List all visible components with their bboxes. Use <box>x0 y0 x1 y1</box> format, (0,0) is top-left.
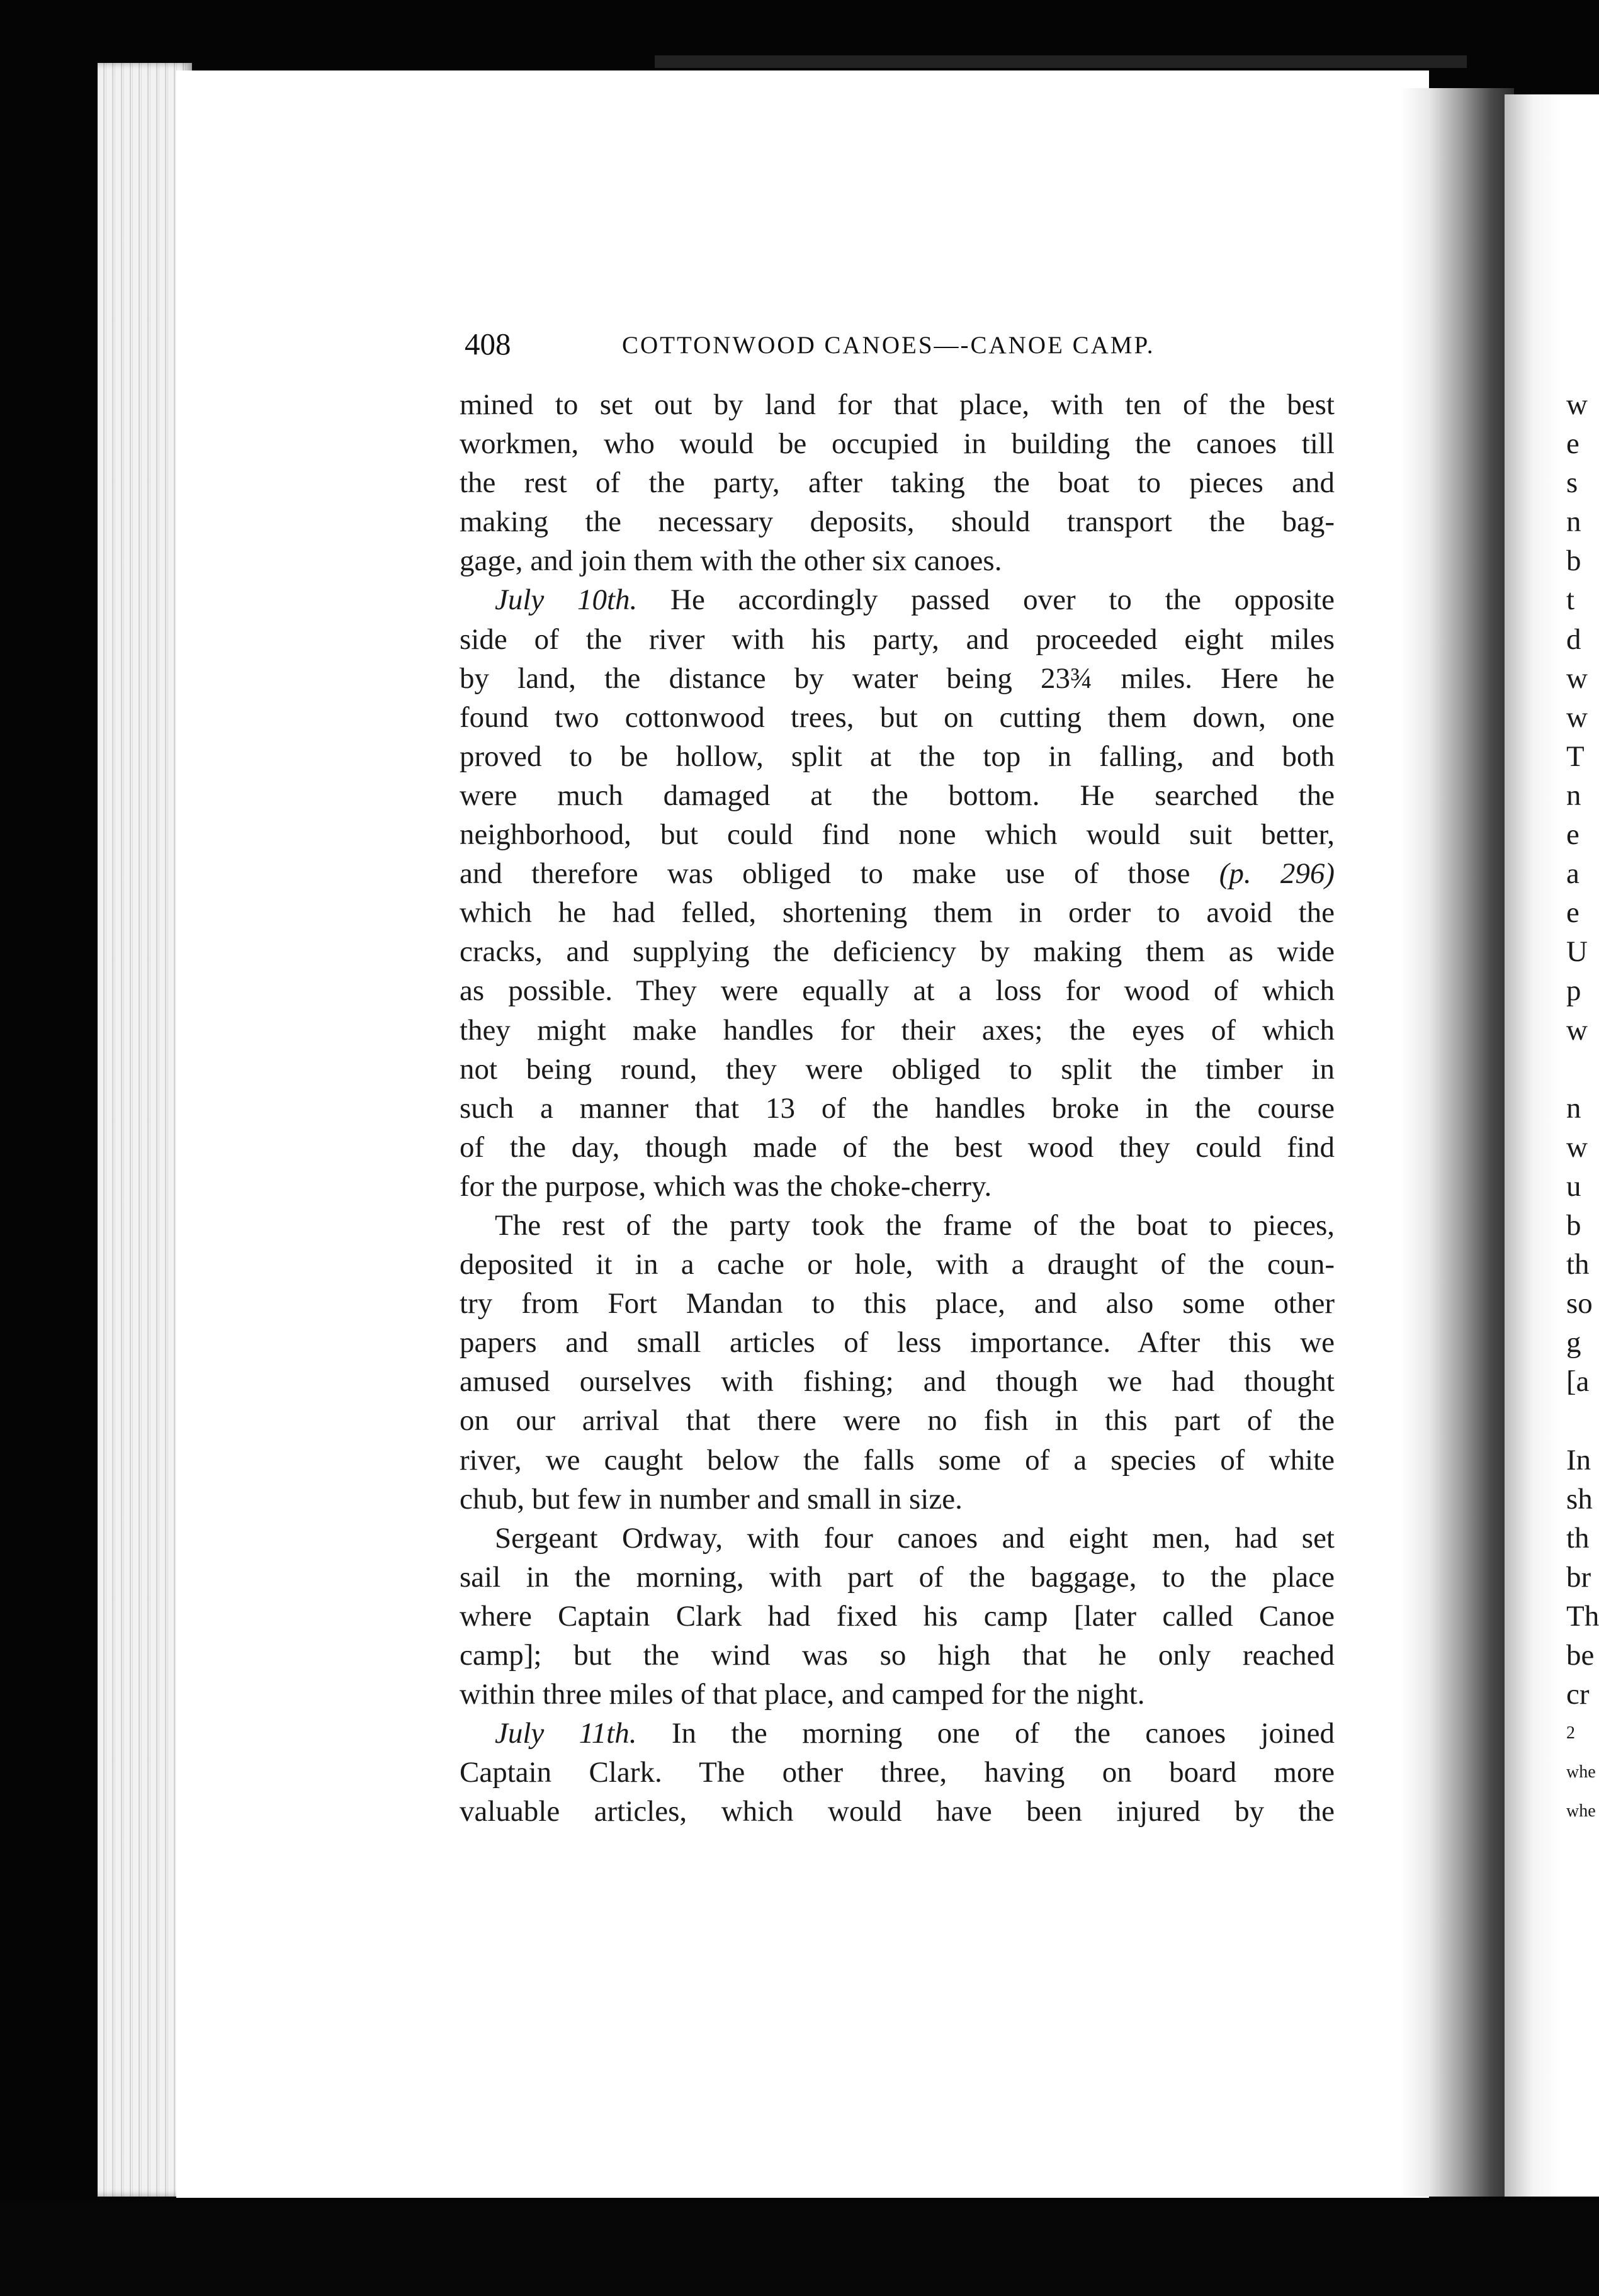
facing-fragment: whe <box>1566 1762 1596 1782</box>
facing-fragment: b <box>1566 1208 1581 1242</box>
text-line: cracks, and supplying the deficiency by making them as wide <box>460 935 1335 969</box>
text-line: for the purpose, which was the choke-cherry. <box>460 1169 992 1203</box>
text-line: the rest of the party, after taking the boat to pieces and <box>460 466 1335 500</box>
text-line: Captain Clark. The other three, having on board more <box>460 1756 1335 1789</box>
facing-fragment: U <box>1566 935 1588 969</box>
facing-fragment: g <box>1566 1326 1581 1359</box>
text-line: amused ourselves with fishing; and though we had thought <box>460 1365 1335 1398</box>
text-line: deposited it in a cache or hole, with a draught of the coun- <box>460 1248 1335 1281</box>
page-number: 408 <box>465 327 511 361</box>
facing-fragment: so <box>1566 1287 1593 1320</box>
facing-fragment: b <box>1566 544 1581 578</box>
facing-fragment: w <box>1566 1130 1588 1164</box>
text-run: He accordingly passed over to the opposite <box>670 583 1335 617</box>
book-gutter <box>1401 88 1514 2197</box>
text-line: within three miles of that place, and camped for the night. <box>460 1678 1145 1711</box>
text-line: Sergeant Ordway, with four canoes and eight men, had set <box>495 1521 1335 1555</box>
text-line: by land, the distance by water being 23¾ miles. Here he <box>460 661 1335 695</box>
text-line: try from Fort Mandan to this place, and also some other <box>460 1287 1335 1320</box>
facing-fragment: w <box>1566 701 1588 734</box>
facing-fragment: e <box>1566 427 1579 461</box>
facing-fragment: u <box>1566 1169 1581 1203</box>
facing-fragment: t <box>1566 583 1575 617</box>
text-line: river, we caught below the falls some of a species of white <box>460 1443 1335 1477</box>
facing-fragment: n <box>1566 505 1581 539</box>
text-line: valuable articles, which would have been injured by the <box>460 1795 1335 1828</box>
facing-fragment: th <box>1566 1248 1590 1281</box>
text-line: they might make handles for their axes; the eyes of which <box>460 1013 1335 1047</box>
facing-fragment: In <box>1566 1443 1591 1477</box>
facing-fragment: d <box>1566 622 1581 656</box>
text-line: gage, and join them with the other six canoes. <box>460 544 1002 578</box>
date-july-11: July 11th. <box>495 1717 637 1750</box>
text-line: neighborhood, but could find none which would suit better, <box>460 818 1335 852</box>
facing-fragment: T <box>1566 740 1585 773</box>
facing-fragment <box>1566 1401 1599 1440</box>
facing-fragment: s <box>1566 466 1578 500</box>
text-line: not being round, they were obliged to split the timber in <box>460 1052 1335 1086</box>
text-run: In the morning one of the canoes joined <box>671 1717 1335 1750</box>
facing-fragment: th <box>1566 1521 1590 1555</box>
top-shadow <box>655 55 1467 68</box>
facing-fragment: cr <box>1566 1678 1590 1711</box>
text-line: were much damaged at the bottom. He searched the <box>460 779 1335 812</box>
facing-fragment: n <box>1566 1091 1581 1125</box>
text-line: proved to be hollow, split at the top in falling, and both <box>460 740 1335 773</box>
page-reference: (p. 296) <box>1219 857 1335 891</box>
running-head: COTTONWOOD CANOES—-CANOE CAMP. <box>622 332 1155 359</box>
facing-fragment: p <box>1566 974 1581 1008</box>
text-line: making the necessary deposits, should transport the bag- <box>460 505 1335 539</box>
facing-fragment: br <box>1566 1560 1591 1594</box>
bottom-shadow <box>0 2203 1599 2296</box>
text-line: camp]; but the wind was so high that he only reached <box>460 1639 1335 1672</box>
facing-fragment: whe <box>1566 1801 1596 1821</box>
text-line: such a manner that 13 of the handles broke in the course <box>460 1091 1335 1125</box>
text-line: workmen, who would be occupied in building the canoes till <box>460 427 1335 461</box>
facing-fragment: e <box>1566 896 1579 930</box>
text-line: sail in the morning, with part of the baggage, to the place <box>460 1560 1335 1594</box>
text-line: as possible. They were equally at a loss for wood of which <box>460 974 1335 1008</box>
facing-fragment <box>1566 1050 1599 1089</box>
facing-fragment: w <box>1566 388 1588 421</box>
text-line: of the day, though made of the best wood they could find <box>460 1130 1335 1164</box>
text-line: mined to set out by land for that place, with ten of the best <box>460 388 1335 421</box>
text-line: found two cottonwood trees, but on cutting them down, one <box>460 701 1335 734</box>
text-line: chub, but few in number and small in size. <box>460 1482 963 1516</box>
text-line <box>460 854 1335 893</box>
body-text <box>460 385 1335 1831</box>
facing-fragment: w <box>1566 661 1588 695</box>
facing-fragment: 2 <box>1566 1723 1575 1743</box>
text-line: side of the river with his party, and proceeded eight miles <box>460 622 1335 656</box>
facing-fragment: be <box>1566 1639 1595 1672</box>
facing-fragment: sh <box>1566 1482 1593 1516</box>
page-header <box>465 326 1182 361</box>
facing-fragment: [a <box>1566 1365 1590 1398</box>
text-line: papers and small articles of less importance. After this we <box>460 1326 1335 1359</box>
facing-fragment: Th <box>1566 1599 1599 1633</box>
text-line: The rest of the party took the frame of the boat to pieces, <box>495 1208 1335 1242</box>
text-line: which he had felled, shortening them in order to avoid the <box>460 896 1335 930</box>
text-line <box>460 580 1335 619</box>
text-line <box>460 1714 1335 1753</box>
facing-fragment: e <box>1566 818 1579 852</box>
facing-fragment: a <box>1566 857 1579 891</box>
text-line: on our arrival that there were no fish in this part of the <box>460 1404 1335 1438</box>
facing-fragment: w <box>1566 1013 1588 1047</box>
facing-fragment: n <box>1566 779 1581 812</box>
date-july-10: July 10th. <box>495 583 638 617</box>
text-run: and therefore was obliged to make use of those <box>460 857 1190 891</box>
text-line: where Captain Clark had fixed his camp [later called Canoe <box>460 1599 1335 1633</box>
facing-page-text <box>1566 385 1599 1831</box>
